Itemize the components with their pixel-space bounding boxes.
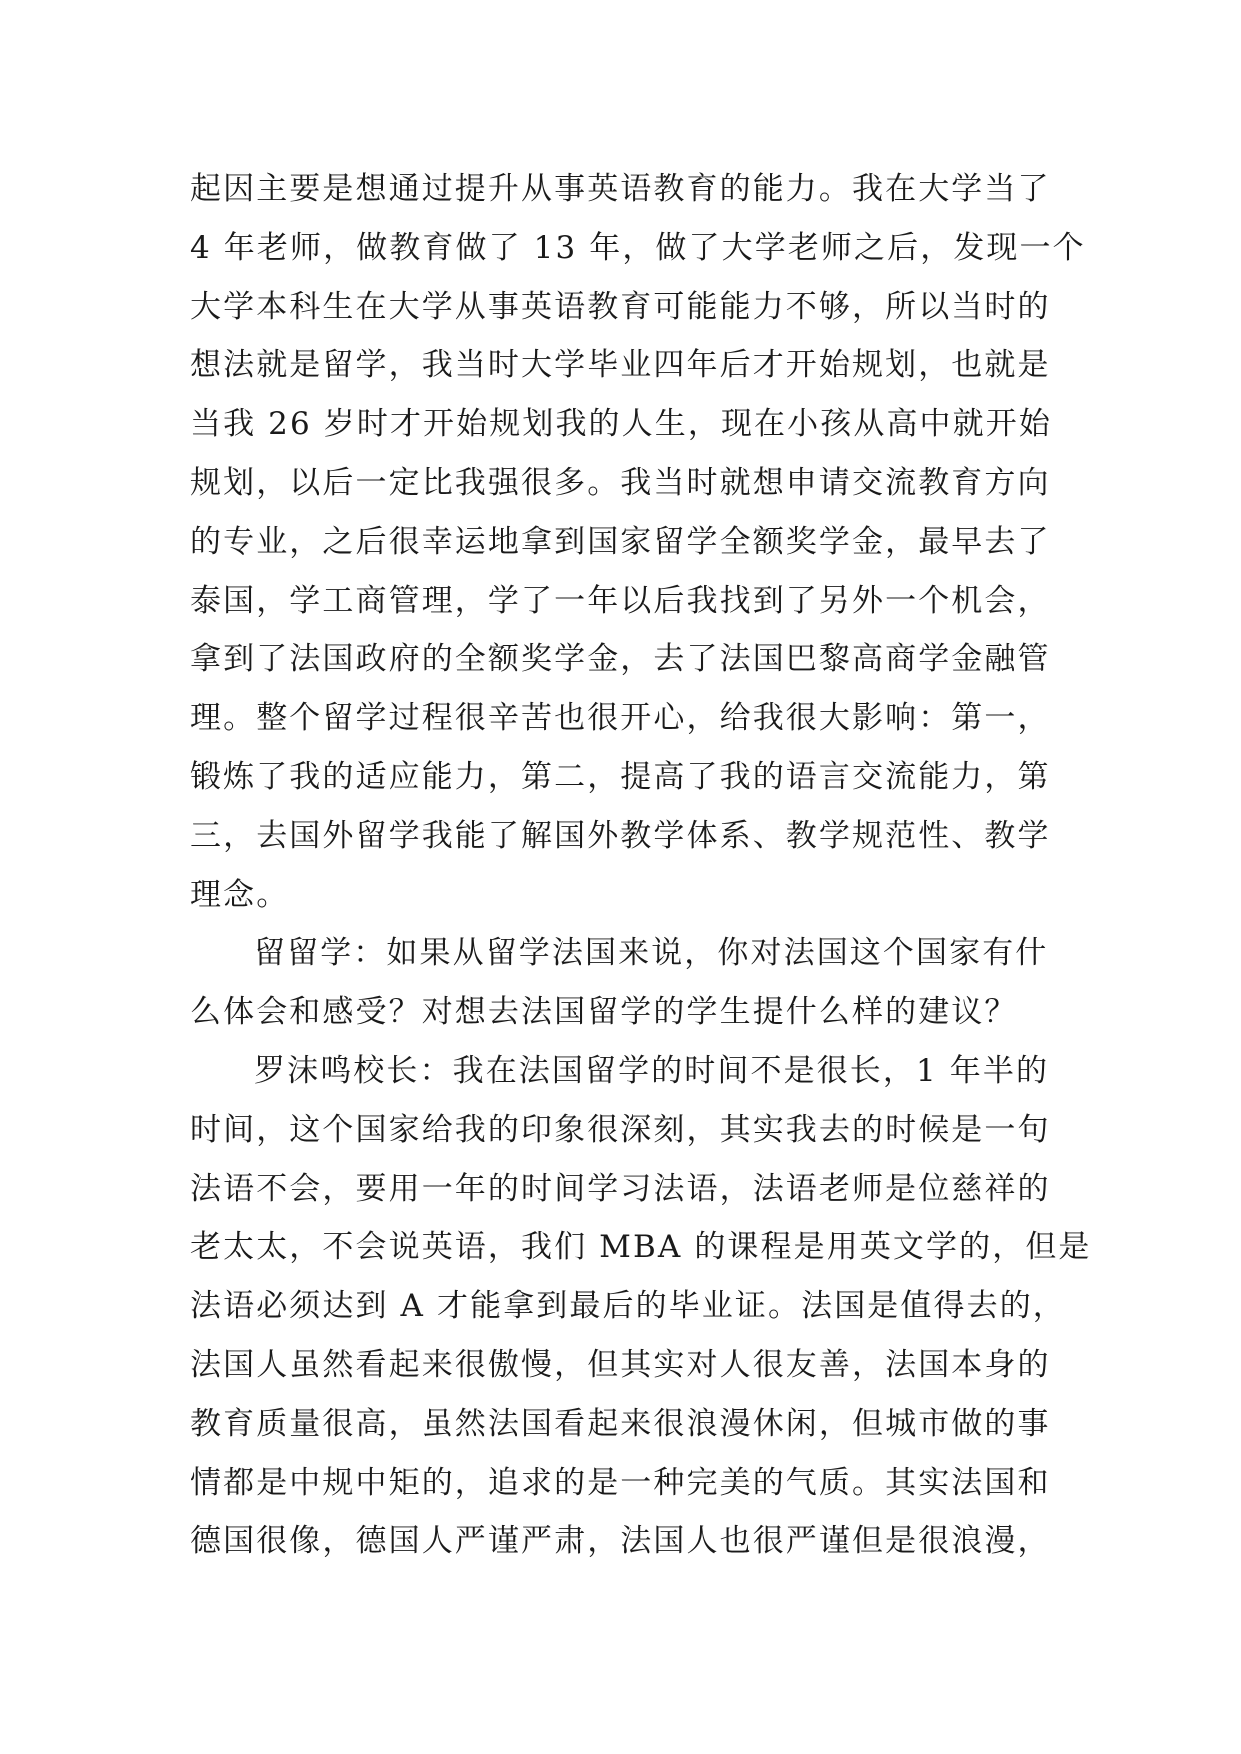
- text-line-12: 三，去国外留学我能了解国外教学体系、教学规范性、教学: [190, 817, 1051, 854]
- answer-line-9: 德国很像，德国人严谨严肃，法国人也很严谨但是很浪漫，: [190, 1523, 1051, 1560]
- answer-line-3: 法语不会，要用一年的时间学习法语，法语老师是位慈祥的: [190, 1170, 1051, 1207]
- answer-line-6: 法国人虽然看起来很傲慢，但其实对人很友善，法国本身的: [190, 1346, 1051, 1383]
- body-text: [190, 160, 1092, 1571]
- answer-line-7: 教育质量很高，虽然法国看起来很浪漫休闲，但城市做的事: [190, 1405, 1051, 1442]
- text-line-1: 起因主要是想通过提升从事英语教育的能力。我在大学当了: [190, 171, 1051, 207]
- answer-line-4: 老太太，不会说英语，我们 MBA 的课程是用英文学的，但是: [190, 1229, 1092, 1266]
- text-line-7: 的专业，之后很幸运地拿到国家留学全额奖学金，最早去了: [190, 523, 1051, 560]
- text-line-13: 理念。: [190, 876, 290, 913]
- answer-line-5: 法语必须达到 A 才能拿到最后的毕业证。法国是值得去的，: [190, 1288, 1066, 1325]
- text-line-2: 4 年老师，做教育做了 13 年，做了大学老师之后，发现一个: [190, 229, 1086, 266]
- answer-line-1: 罗沫鸣校长：我在法国留学的时间不是很长，1 年半的: [254, 1052, 1050, 1089]
- answer-line-2: 时间，这个国家给我的印象很深刻，其实我去的时候是一句: [190, 1111, 1051, 1148]
- text-line-5: 当我 26 岁时才开始规划我的人生，现在小孩从高中就开始: [190, 406, 1052, 443]
- text-line-3: 大学本科生在大学从事英语教育可能能力不够，所以当时的: [190, 288, 1051, 325]
- text-line-4: 想法就是留学，我当时大学毕业四年后才开始规划，也就是: [190, 347, 1051, 384]
- question-line-2: 么体会和感受？对想去法国留学的学生提什么样的建议？: [190, 994, 1018, 1031]
- text-line-9: 拿到了法国政府的全额奖学金，去了法国巴黎高商学金融管: [190, 641, 1051, 678]
- text-line-11: 锻炼了我的适应能力，第二，提高了我的语言交流能力，第: [190, 758, 1051, 795]
- text-line-10: 理。整个留学过程很辛苦也很开心，给我很大影响：第一，: [190, 700, 1051, 737]
- text-line-8: 泰国，学工商管理，学了一年以后我找到了另外一个机会，: [190, 582, 1051, 619]
- answer-line-8: 情都是中规中矩的，追求的是一种完美的气质。其实法国和: [190, 1464, 1051, 1501]
- question-line-1: 留留学：如果从留学法国来说，你对法国这个国家有什: [254, 935, 1049, 972]
- text-line-6: 规划，以后一定比我强很多。我当时就想申请交流教育方向: [190, 464, 1051, 501]
